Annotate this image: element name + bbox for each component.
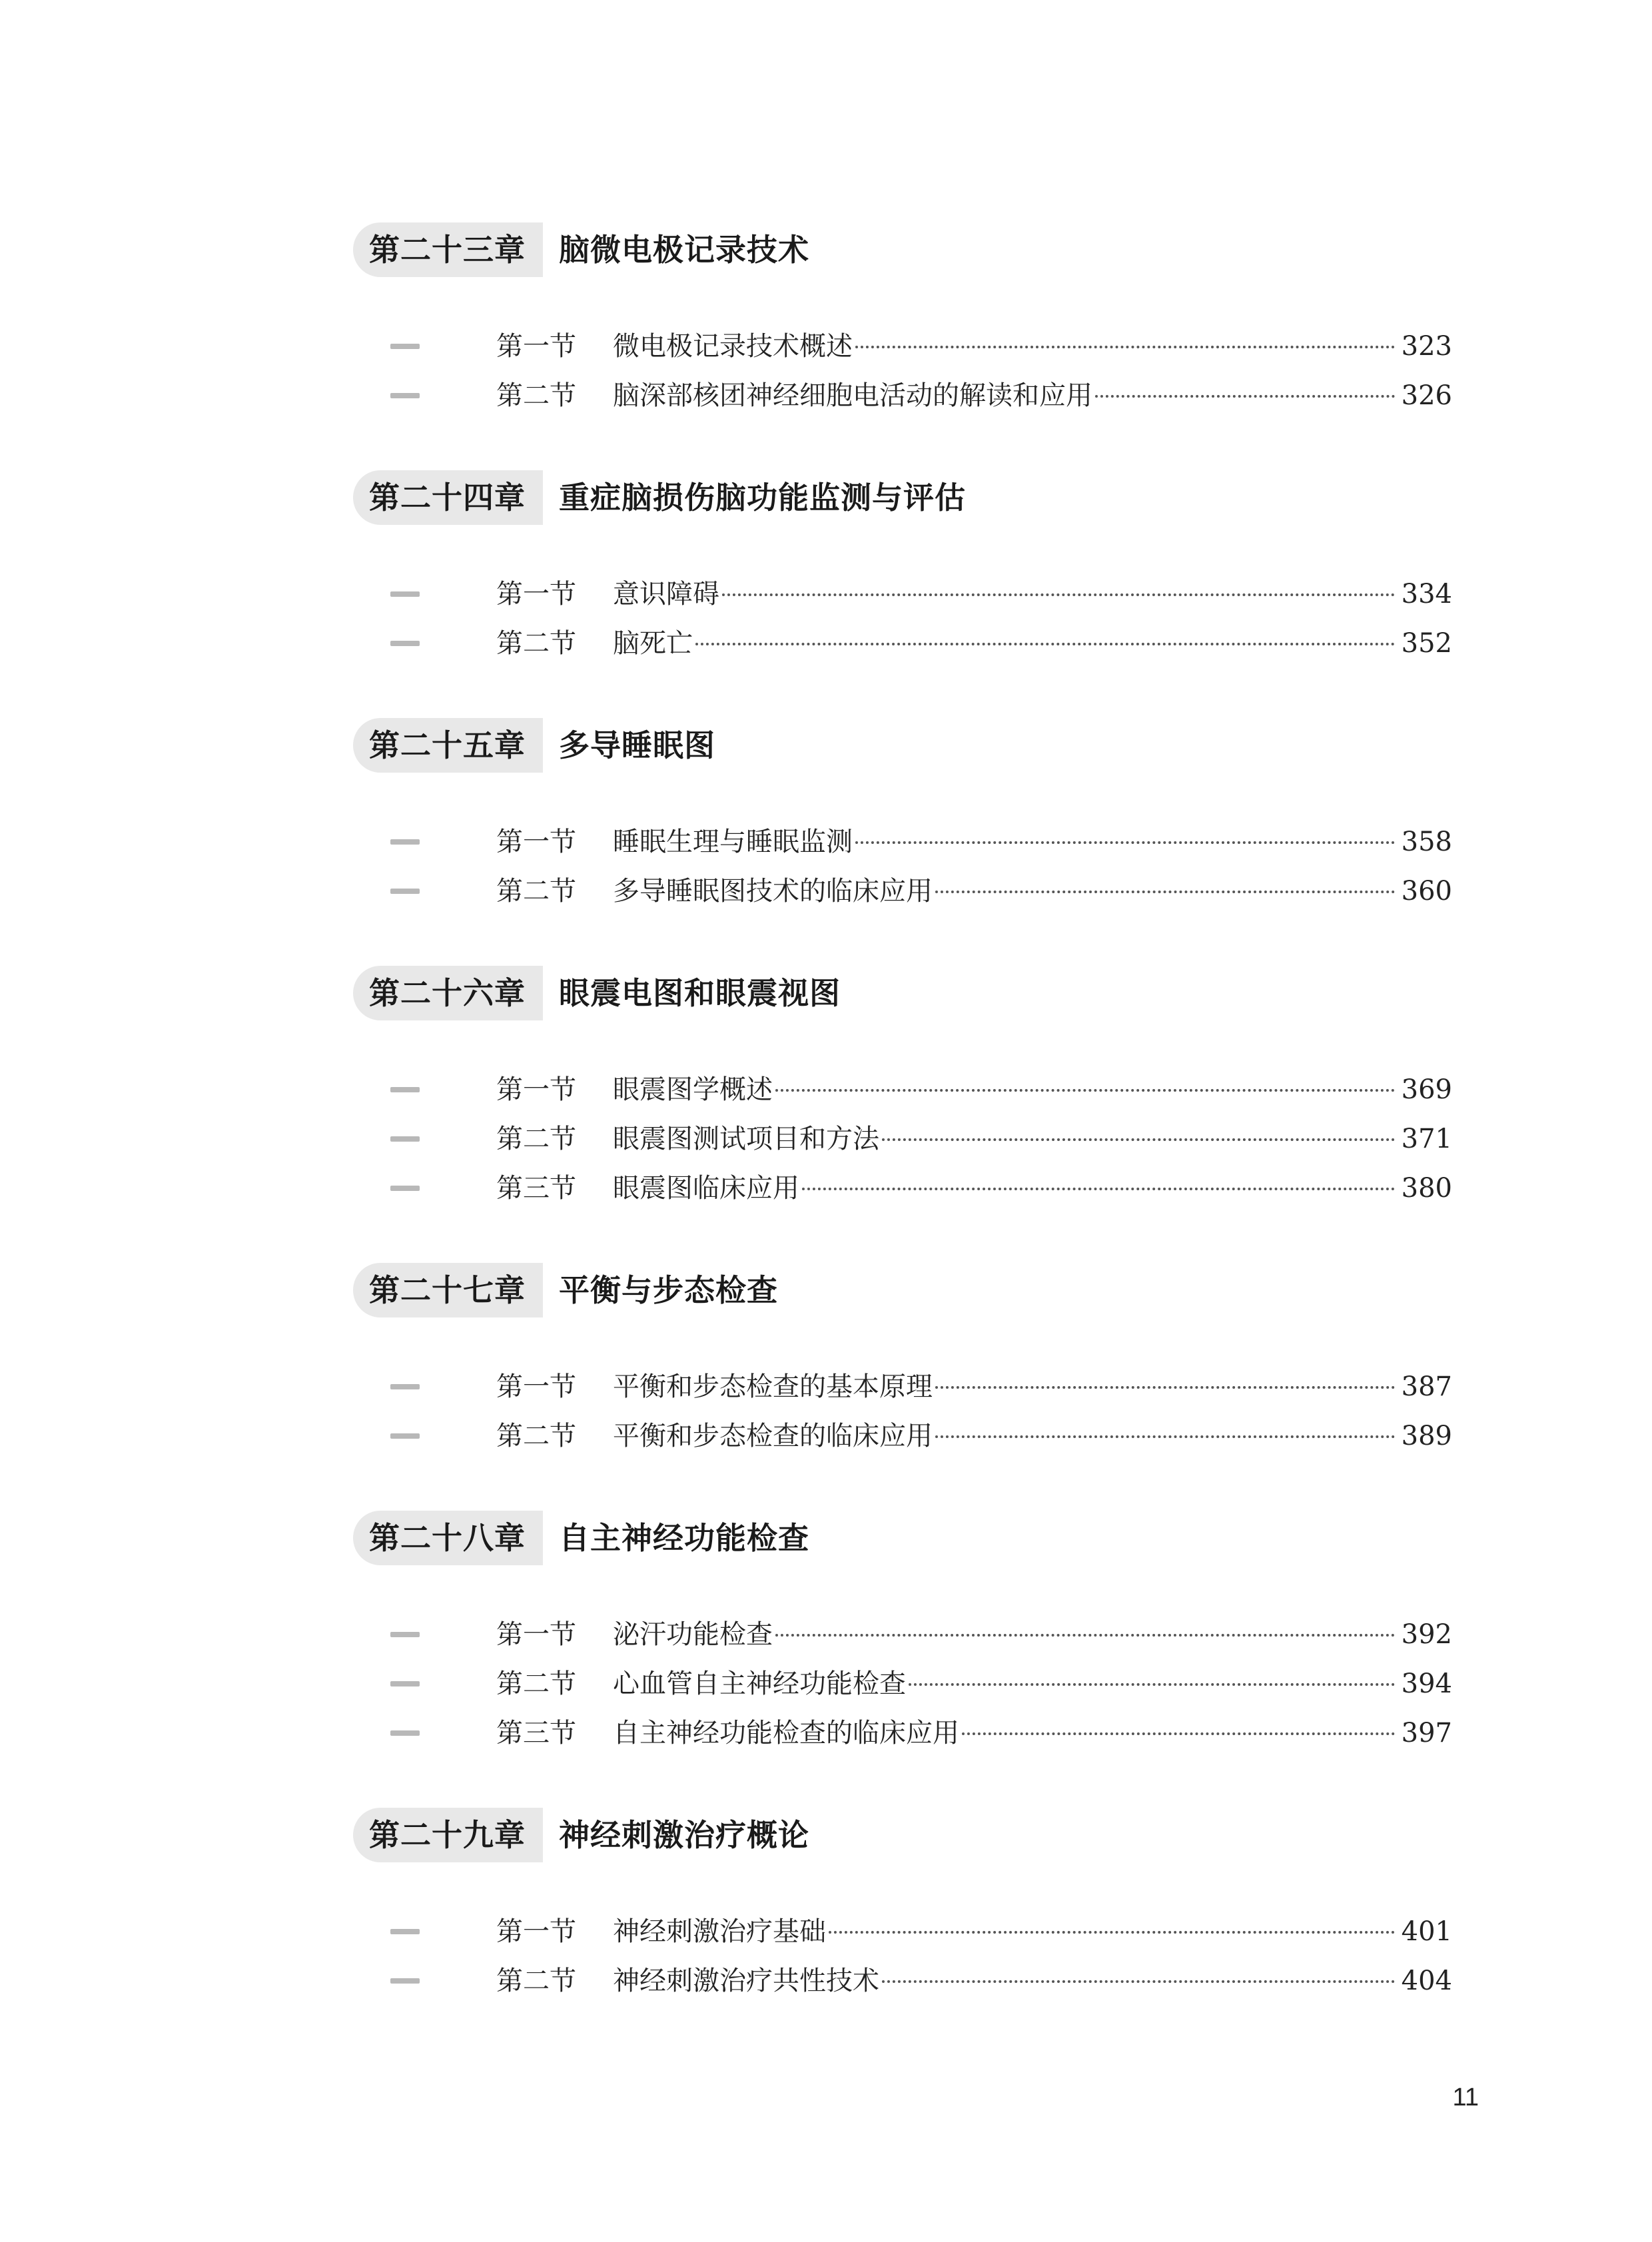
toc-entry[interactable] bbox=[0, 574, 1652, 614]
chapter-number: 第二十九章 bbox=[353, 1808, 543, 1862]
dash-bullet-icon bbox=[390, 1433, 420, 1439]
section-number: 第三节 bbox=[496, 1718, 576, 1748]
section-number: 第二节 bbox=[496, 876, 576, 907]
section-title: 多导睡眠图技术的临床应用 bbox=[613, 876, 933, 907]
chapter-number: 第二十七章 bbox=[353, 1263, 543, 1317]
section-number: 第一节 bbox=[496, 827, 576, 857]
dash-bullet-icon bbox=[390, 393, 420, 398]
dash-bullet-icon bbox=[390, 1136, 420, 1142]
dash-bullet-icon bbox=[390, 1632, 420, 1637]
section-number: 第一节 bbox=[496, 1916, 576, 1947]
dash-bullet-icon bbox=[390, 839, 420, 845]
section-page: 394 bbox=[1401, 1669, 1452, 1699]
chapter-title: 眼震电图和眼震视图 bbox=[559, 975, 841, 1011]
dash-bullet-icon bbox=[390, 1929, 420, 1934]
chapter-number: 第二十八章 bbox=[353, 1511, 543, 1565]
chapter-heading bbox=[353, 1263, 778, 1317]
chapter-heading bbox=[353, 1808, 809, 1862]
page-number: 11 bbox=[1452, 2083, 1479, 2111]
section-page: 358 bbox=[1401, 827, 1452, 857]
chapter-title: 重症脑损伤脑功能监测与评估 bbox=[559, 480, 966, 516]
toc-entry[interactable] bbox=[0, 1961, 1652, 2001]
dot-leader bbox=[935, 1386, 1395, 1389]
toc-entry[interactable] bbox=[0, 1664, 1652, 1704]
toc-entry[interactable] bbox=[0, 623, 1652, 663]
section-number: 第一节 bbox=[496, 579, 576, 609]
dash-bullet-icon bbox=[390, 1730, 420, 1736]
toc-entry[interactable] bbox=[0, 1168, 1652, 1208]
section-page: 397 bbox=[1401, 1718, 1452, 1748]
section-title: 神经刺激治疗共性技术 bbox=[613, 1966, 879, 1996]
section-page: 326 bbox=[1401, 380, 1452, 411]
dot-leader bbox=[722, 593, 1395, 596]
section-number: 第一节 bbox=[496, 1371, 576, 1402]
section-page: 323 bbox=[1401, 331, 1452, 362]
section-page: 360 bbox=[1401, 876, 1452, 907]
toc-entry[interactable] bbox=[0, 1615, 1652, 1655]
chapter-number: 第二十三章 bbox=[353, 222, 543, 277]
dot-leader bbox=[882, 1138, 1395, 1141]
section-title: 泌汗功能检查 bbox=[613, 1619, 773, 1650]
section-number: 第一节 bbox=[496, 1619, 576, 1650]
chapter-heading bbox=[353, 1511, 809, 1565]
chapter-heading bbox=[353, 966, 841, 1020]
toc-entry[interactable] bbox=[0, 871, 1652, 911]
section-title: 眼震图测试项目和方法 bbox=[613, 1124, 879, 1154]
section-title: 脑死亡 bbox=[613, 628, 693, 659]
toc-entry[interactable] bbox=[0, 1416, 1652, 1456]
section-title: 眼震图临床应用 bbox=[613, 1173, 799, 1204]
section-number: 第一节 bbox=[496, 331, 576, 362]
dot-leader bbox=[829, 1931, 1395, 1934]
dot-leader bbox=[1095, 395, 1395, 398]
toc-entry[interactable] bbox=[0, 822, 1652, 862]
chapter-title: 自主神经功能检查 bbox=[559, 1520, 809, 1556]
toc-entry[interactable] bbox=[0, 326, 1652, 366]
section-page: 392 bbox=[1401, 1619, 1452, 1650]
section-number: 第二节 bbox=[496, 1669, 576, 1699]
section-page: 369 bbox=[1401, 1074, 1452, 1105]
section-number: 第二节 bbox=[496, 1421, 576, 1451]
section-number: 第二节 bbox=[496, 1124, 576, 1154]
dash-bullet-icon bbox=[390, 889, 420, 894]
chapter-number: 第二十四章 bbox=[353, 470, 543, 525]
dash-bullet-icon bbox=[390, 1186, 420, 1191]
section-page: 389 bbox=[1401, 1421, 1452, 1451]
toc-entry[interactable] bbox=[0, 1070, 1652, 1110]
chapter-number: 第二十六章 bbox=[353, 966, 543, 1020]
section-title: 平衡和步态检查的临床应用 bbox=[613, 1421, 933, 1451]
dot-leader bbox=[882, 1980, 1395, 1983]
section-title: 心血管自主神经功能检查 bbox=[613, 1669, 906, 1699]
chapter-heading bbox=[353, 470, 966, 525]
dash-bullet-icon bbox=[390, 1681, 420, 1686]
section-page: 352 bbox=[1401, 628, 1452, 659]
chapter-title: 脑微电极记录技术 bbox=[559, 232, 809, 268]
dot-leader bbox=[775, 1634, 1395, 1637]
section-title: 自主神经功能检查的临床应用 bbox=[613, 1718, 959, 1748]
section-title: 眼震图学概述 bbox=[613, 1074, 773, 1105]
dash-bullet-icon bbox=[390, 1087, 420, 1092]
dash-bullet-icon bbox=[390, 1384, 420, 1389]
chapter-number: 第二十五章 bbox=[353, 718, 543, 773]
chapter-title: 多导睡眠图 bbox=[559, 727, 715, 763]
section-page: 380 bbox=[1401, 1173, 1452, 1204]
dot-leader bbox=[962, 1732, 1395, 1735]
section-title: 脑深部核团神经细胞电活动的解读和应用 bbox=[613, 380, 1092, 411]
chapter-title: 平衡与步态检查 bbox=[559, 1272, 778, 1308]
chapter-heading bbox=[353, 222, 809, 277]
dash-bullet-icon bbox=[390, 641, 420, 646]
dot-leader bbox=[855, 346, 1395, 348]
section-title: 平衡和步态检查的基本原理 bbox=[613, 1371, 933, 1402]
section-number: 第一节 bbox=[496, 1074, 576, 1105]
dot-leader bbox=[935, 891, 1395, 893]
section-title: 微电极记录技术概述 bbox=[613, 331, 853, 362]
dot-leader bbox=[775, 1089, 1395, 1092]
dash-bullet-icon bbox=[390, 591, 420, 597]
toc-entry[interactable] bbox=[0, 376, 1652, 416]
section-page: 404 bbox=[1401, 1966, 1452, 1996]
section-page: 334 bbox=[1401, 579, 1452, 609]
dash-bullet-icon bbox=[390, 344, 420, 349]
dot-leader bbox=[909, 1683, 1395, 1686]
section-title: 意识障碍 bbox=[613, 579, 719, 609]
section-number: 第二节 bbox=[496, 628, 576, 659]
toc-entry[interactable] bbox=[0, 1713, 1652, 1753]
section-page: 387 bbox=[1401, 1371, 1452, 1402]
section-page: 401 bbox=[1401, 1916, 1452, 1947]
toc-entry[interactable] bbox=[0, 1912, 1652, 1952]
section-number: 第二节 bbox=[496, 1966, 576, 1996]
section-number: 第二节 bbox=[496, 380, 576, 411]
chapter-title: 神经刺激治疗概论 bbox=[559, 1817, 809, 1853]
dash-bullet-icon bbox=[390, 1978, 420, 1984]
section-page: 371 bbox=[1401, 1124, 1452, 1154]
toc-entry[interactable] bbox=[0, 1119, 1652, 1159]
dot-leader bbox=[855, 841, 1395, 844]
section-title: 神经刺激治疗基础 bbox=[613, 1916, 826, 1947]
dot-leader bbox=[802, 1188, 1395, 1190]
dot-leader bbox=[935, 1435, 1395, 1438]
section-title: 睡眠生理与睡眠监测 bbox=[613, 827, 853, 857]
chapter-heading bbox=[353, 718, 715, 773]
dot-leader bbox=[695, 643, 1395, 645]
toc-entry[interactable] bbox=[0, 1367, 1652, 1407]
section-number: 第三节 bbox=[496, 1173, 576, 1204]
